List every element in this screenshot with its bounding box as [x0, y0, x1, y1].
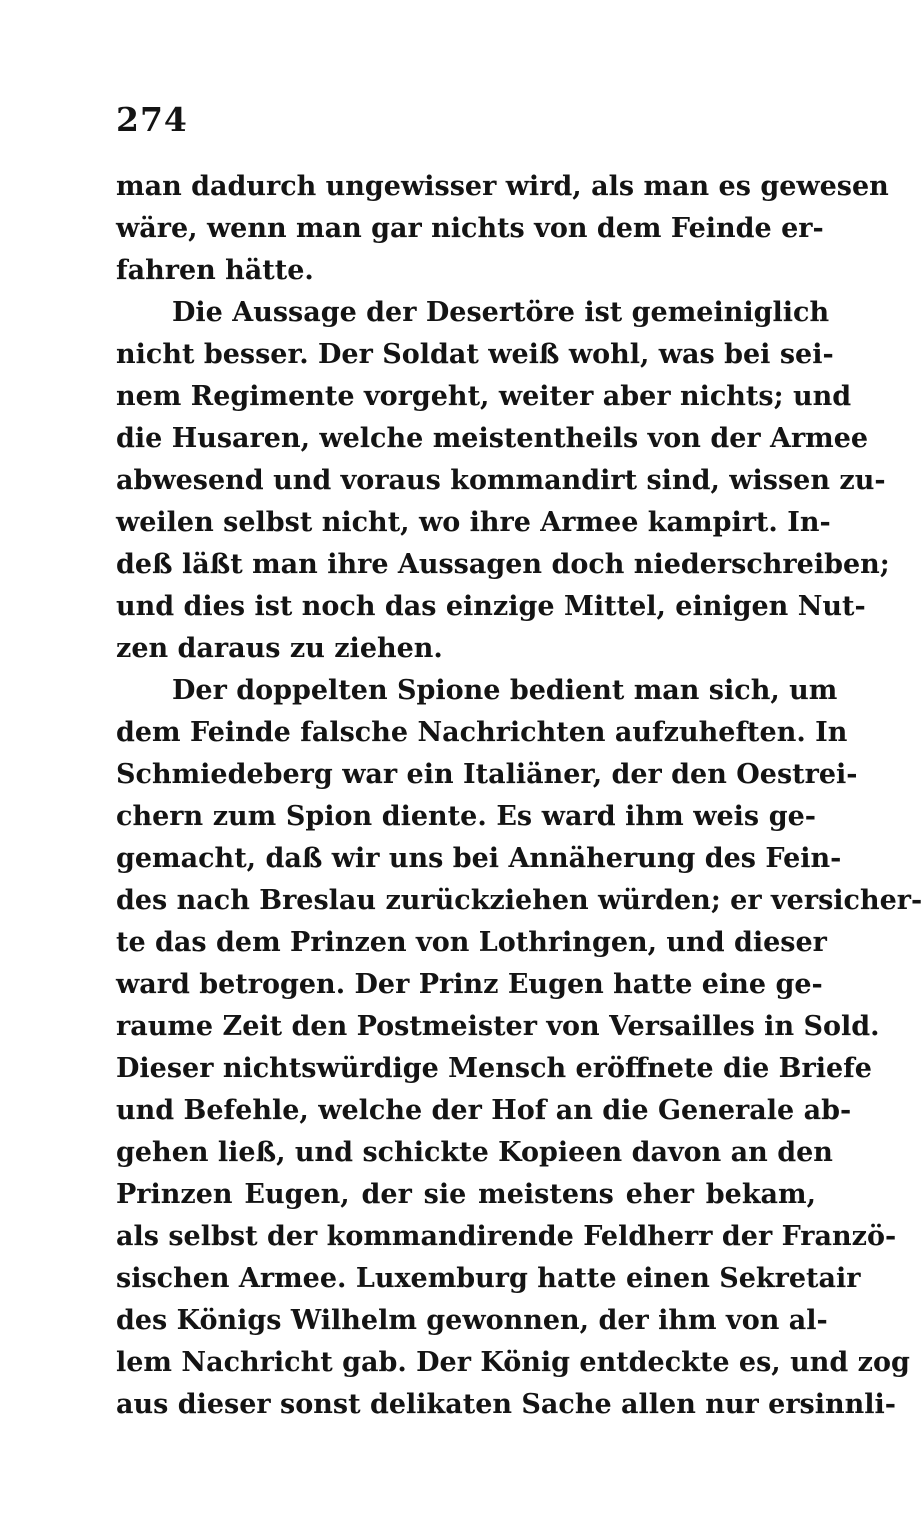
text-line: lem Nachricht gab. Der König entdeckte es, und zog	[116, 1347, 910, 1378]
text-line: Schmiedeberg war ein Italiäner, der den Oestrei-	[116, 759, 858, 790]
text-line: aus dieser sonst delikaten Sache allen nur ersinnli-	[116, 1389, 896, 1420]
text-line: raume Zeit den Postmeister von Versailles in Sold.	[116, 1011, 880, 1042]
text-line: te das dem Prinzen von Lothringen, und dieser	[116, 927, 827, 958]
text-line: ward betrogen. Der Prinz Eugen hatte eine ge-	[116, 969, 823, 1000]
text-line: man dadurch ungewisser wird, als man es gewesen	[116, 171, 889, 202]
text-line: weilen selbst nicht, wo ihre Armee kampirt. In-	[116, 507, 831, 538]
text-line: des Königs Wilhelm gewonnen, der ihm von al-	[116, 1305, 828, 1336]
text-line: dem Feinde falsche Nachrichten aufzuheften. In	[116, 717, 848, 748]
paragraph-start-line: Die Aussage der Desertöre ist gemeiniglich	[172, 297, 830, 328]
text-line: gehen ließ, und schickte Kopieen davon an den	[116, 1137, 833, 1168]
text-line: und Befehle, welche der Hof an die Generale ab-	[116, 1095, 852, 1126]
text-line: sischen Armee. Luxemburg hatte einen Sekretair	[116, 1263, 861, 1294]
text-line: nicht besser. Der Soldat weiß wohl, was bei sei-	[116, 339, 834, 370]
text-line: gemacht, daß wir uns bei Annäherung des Fein-	[116, 843, 842, 874]
text-line: und dies ist noch das einzige Mittel, einigen Nut-	[116, 591, 866, 622]
text-line: chern zum Spion diente. Es ward ihm weis ge-	[116, 801, 816, 832]
text-line: nem Regimente vorgeht, weiter aber nichts; und	[116, 381, 852, 412]
page-number: 274	[116, 100, 188, 139]
text-line: fahren hätte.	[116, 255, 314, 286]
text-line: Dieser nichtswürdige Mensch eröffnete die Briefe	[116, 1053, 872, 1084]
text-line: des nach Breslau zurückziehen würden; er versicher-	[116, 885, 922, 916]
paragraph-start-line: Der doppelten Spione bedient man sich, um	[172, 675, 838, 706]
text-line: wäre, wenn man gar nichts von dem Feinde er-	[116, 213, 824, 244]
text-line: die Husaren, welche meistentheils von der Armee	[116, 423, 869, 454]
text-line: abwesend und voraus kommandirt sind, wissen zu-	[116, 465, 886, 496]
body-text	[116, 166, 922, 1426]
text-line: als selbst der kommandirende Feldherr der Franzö-	[116, 1221, 897, 1252]
text-line: deß läßt man ihre Aussagen doch niederschreiben;	[116, 549, 890, 580]
text-line: zen daraus zu ziehen.	[116, 633, 443, 664]
text-line: Prinzen Eugen, der sie meistens eher bekam,	[116, 1179, 816, 1210]
